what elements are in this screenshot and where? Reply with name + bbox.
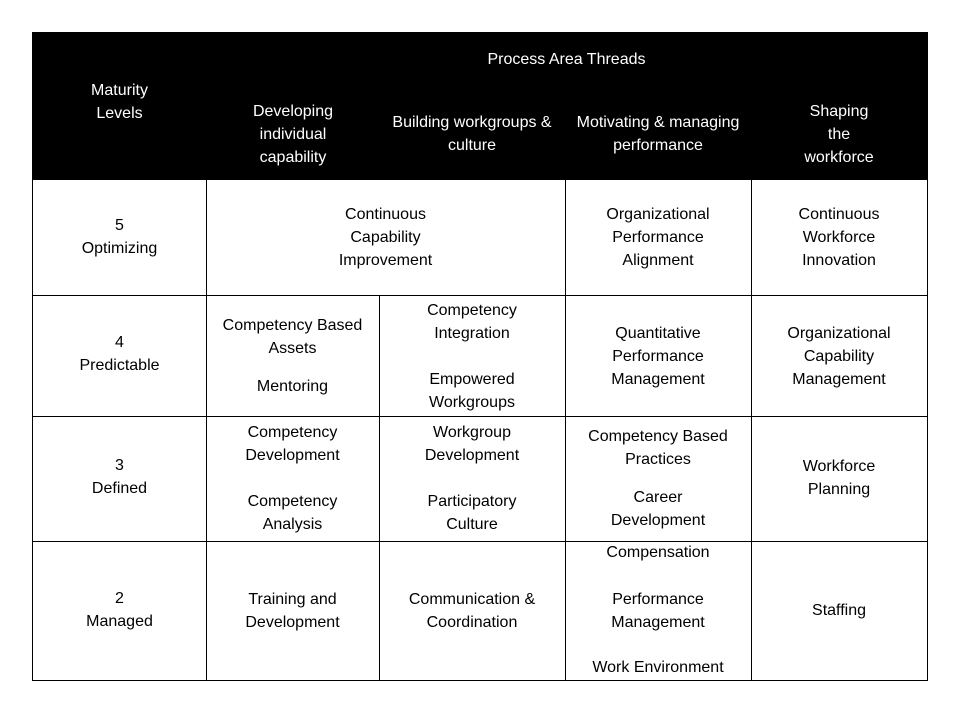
table-header — [33, 33, 927, 180]
practice-work-environment: Work Environment — [592, 659, 724, 676]
practice-career-development: Career Development — [610, 489, 706, 529]
header-thread-building: Building workgroups & culture — [392, 114, 552, 154]
practice-compensation: Compensation — [606, 544, 710, 561]
level-label: 5 Optimizing — [81, 217, 158, 257]
practice-communication-coordination: Communication & Coordination — [408, 591, 536, 631]
row-level-4 — [33, 295, 927, 416]
level-label: 2 Managed — [86, 590, 153, 630]
maturity-table — [32, 32, 928, 681]
practice-continuous-capability-improvement: Continuous Capability Improvement — [338, 206, 433, 269]
practice-mentoring: Mentoring — [256, 378, 329, 395]
header-maturity-levels: Maturity Levels — [91, 82, 148, 122]
column-divider — [751, 180, 752, 680]
practice-competency-based-assets: Competency Based Assets — [222, 317, 363, 357]
level-label: 4 Predictable — [79, 334, 160, 374]
practice-training-and-development: Training and Development — [245, 591, 340, 631]
column-divider — [565, 180, 566, 680]
row-divider — [33, 541, 927, 542]
column-divider — [206, 180, 207, 680]
header-thread-developing: Developing individual capability — [252, 103, 334, 166]
row-divider — [33, 295, 927, 296]
practice-continuous-workforce-innovation: Continuous Workforce Innovation — [798, 206, 880, 269]
practice-workgroup-development: Workgroup Development — [424, 424, 520, 464]
practice-empowered-workgroups: Empowered Workgroups — [429, 371, 515, 411]
row-divider — [33, 416, 927, 417]
practice-performance-management: Performance Management — [611, 591, 705, 631]
practice-quantitative-performance-management: Quantitative Performance Management — [611, 325, 705, 388]
level-label: 3 Defined — [91, 457, 148, 497]
practice-competency-based-practices: Competency Based Practices — [588, 428, 728, 468]
row-level-5 — [33, 180, 927, 295]
practice-competency-analysis: Competency Analysis — [247, 493, 338, 533]
practice-competency-integration: Competency Integration — [427, 302, 517, 342]
header-thread-shaping: Shaping the workforce — [804, 103, 874, 166]
header-thread-motivating: Motivating & managing performance — [576, 114, 740, 154]
practice-competency-development: Competency Development — [245, 424, 340, 464]
column-divider — [379, 295, 380, 680]
practice-organizational-capability-management: Organizational Capability Management — [787, 325, 891, 388]
practice-participatory-culture: Participatory Culture — [427, 493, 517, 533]
header-process-area-threads: Process Area Threads — [487, 51, 646, 68]
practice-workforce-planning: Workforce Planning — [802, 458, 876, 498]
row-level-3 — [33, 416, 927, 541]
practice-staffing: Staffing — [812, 602, 866, 619]
practice-organizational-performance-alignment: Organizational Performance Alignment — [606, 206, 710, 269]
row-level-2 — [33, 541, 927, 680]
